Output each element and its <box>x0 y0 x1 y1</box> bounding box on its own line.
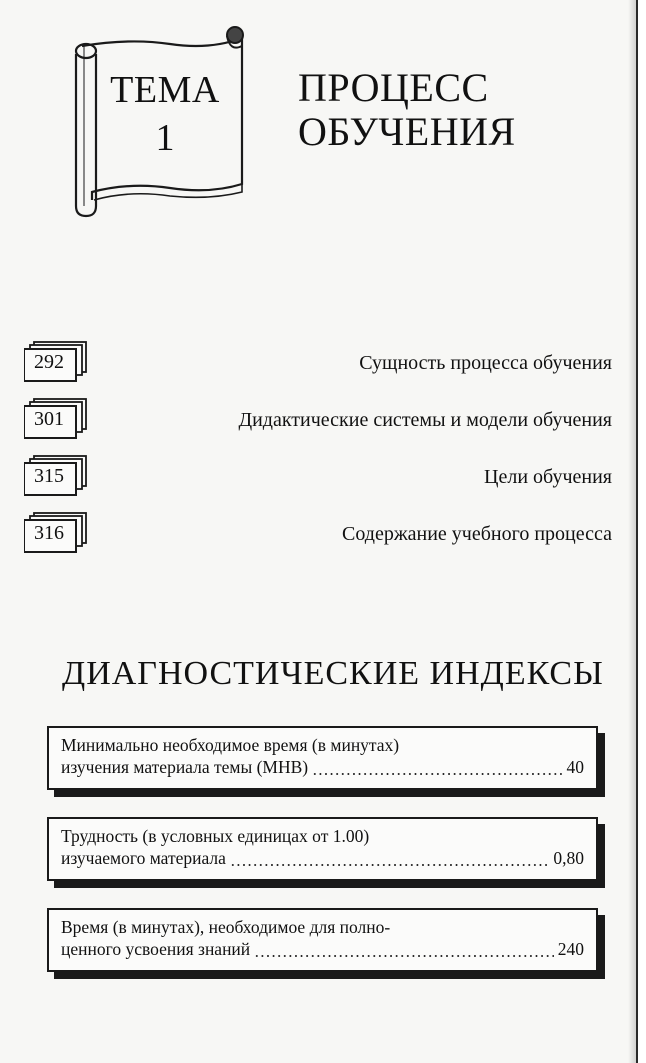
diagnostic-text-line <box>61 847 584 869</box>
toc-item-title: Содержание учебного процесса <box>342 523 612 545</box>
diagnostic-label-line-2: изучения материала темы (МНВ) <box>61 757 309 777</box>
chapter-title-line-1: ПРОЦЕСС <box>298 65 489 110</box>
diagnostic-label-line-2: изучаемого материала <box>61 848 226 868</box>
diagnostic-text-line <box>61 916 584 938</box>
leader-dots <box>230 847 549 869</box>
diagnostic-box <box>47 817 598 881</box>
diagnostics-heading: ДИАГНОСТИЧЕСКИЕ ИНДЕКСЫ <box>62 655 604 692</box>
leader-dots <box>312 756 562 778</box>
diagnostic-label-line-1: Минимально необходимое время (в минутах) <box>61 735 400 755</box>
leader-dots <box>254 938 554 960</box>
toc-item-title: Сущность процесса обучения <box>359 352 612 374</box>
diagnostic-label-line-1: Трудность (в условных единицах от 1.00) <box>61 826 370 846</box>
diagnostic-text-line <box>61 938 584 960</box>
diagnostic-text-line <box>61 756 584 778</box>
diagnostic-label-line-2: ценного усвоения знаний <box>61 939 251 959</box>
diagnostic-label-line-1: Время (в минутах), необходимое для полно- <box>61 917 391 937</box>
diagnostic-value: 0,80 <box>553 848 584 868</box>
toc-page-number: 316 <box>34 522 64 544</box>
toc-page-number: 315 <box>34 465 64 487</box>
toc-item[interactable] <box>24 340 612 388</box>
diagnostic-value: 40 <box>566 757 584 777</box>
toc-item[interactable] <box>24 511 612 559</box>
diagnostic-text-line <box>61 825 584 847</box>
diagnostic-value: 240 <box>557 939 584 959</box>
toc-item-title: Цели обучения <box>484 466 612 488</box>
chapter-title-line-2: ОБУЧЕНИЯ <box>298 109 516 154</box>
tema-label: ТЕМА <box>110 69 220 111</box>
toc-item[interactable] <box>24 454 612 502</box>
toc-page-number: 292 <box>34 351 64 373</box>
diagnostic-text-line <box>61 734 584 756</box>
chapter-title <box>298 66 516 154</box>
tema-number: 1 <box>155 117 175 159</box>
toc-item[interactable] <box>24 397 612 445</box>
toc-page-number: 301 <box>34 408 64 430</box>
toc-item-title: Дидактические системы и модели обучения <box>238 409 612 431</box>
diagnostic-box <box>47 908 598 972</box>
diagnostic-box <box>47 726 598 790</box>
